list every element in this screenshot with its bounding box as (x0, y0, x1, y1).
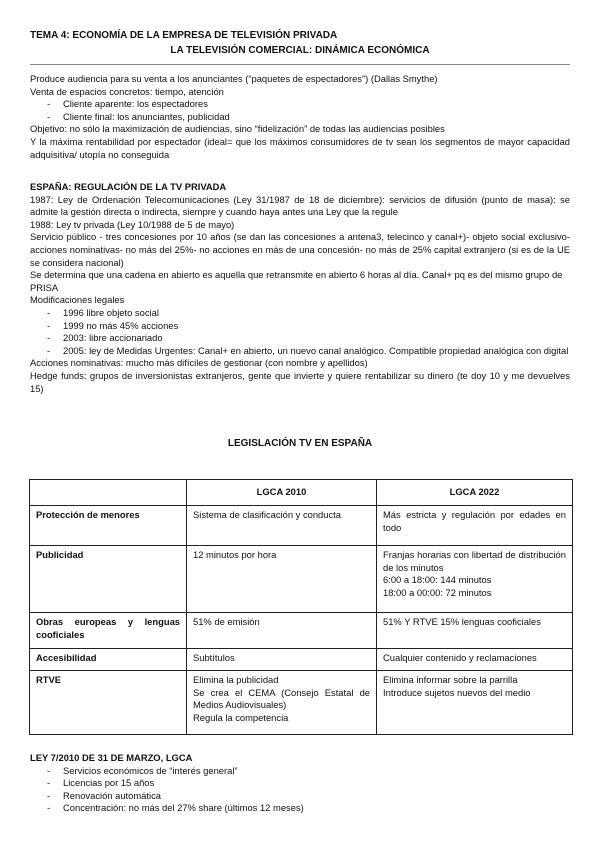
paragraph: Modificaciones legales (30, 294, 125, 306)
table-cell (187, 613, 377, 649)
table-row-label: Protección de menores (30, 506, 187, 546)
cell-line: Regula la competencia (193, 711, 289, 723)
paragraph: Se determina que una cadena en abierto es aquella que retransmite en abierto 6 horas al día. Canal+ pq es del mismo grupo de PRISA (30, 269, 563, 293)
paragraph: 1988: Ley tv privada (Ley 10/1988 de 5 de mayo) (30, 218, 235, 230)
table-cell (377, 546, 573, 613)
table-row (30, 649, 573, 671)
table-row (30, 546, 573, 613)
cell-line: Subtítulos (193, 652, 235, 663)
client-list (30, 98, 570, 123)
table-cell (187, 506, 377, 546)
section-heading: ESPAÑA: REGULACIÓN DE LA TV PRIVADA (30, 181, 227, 192)
list-item: - 2003: libre accionariado (30, 332, 570, 345)
paragraph: Servicio público - tres concesiones por 10 años (se dan las concesiones a antena3, telecinco y canal+)- objeto social exclusivo- acciones nominativas- no más del 25%- no acciones en más de una concesión- no más de 25% capital extranjero (si es de la UE se considera nacional) (30, 231, 570, 268)
cell-line: Cualquier contenido y reclamaciones (383, 652, 537, 663)
list-item: - Cliente aparente: los espectadores (30, 98, 570, 111)
cell-line: 6:00 a 18:00: 144 minutos (383, 574, 492, 586)
legislation-table (29, 479, 573, 735)
table-cell (377, 649, 573, 671)
table-header-row (30, 480, 573, 506)
cell-line: 12 minutos por hora (193, 549, 277, 560)
cell-line: Introduce sujetos nuevos del medio (383, 686, 531, 698)
cell-line: Franjas horarias con libertad de distribución de los minutos (383, 549, 566, 573)
cell-line: Más estricta y regulación por edades en todo (383, 509, 566, 533)
table-cell (187, 546, 377, 613)
list-item: - 1996 libre objeto social (30, 307, 570, 320)
table-row-label: Accesibilidad (30, 649, 187, 671)
cell-line: 51% de emisión (193, 616, 260, 627)
table-cell (377, 506, 573, 546)
list-item: - Cliente final: los anunciantes, publicidad (30, 111, 570, 124)
cell-line: Elimina la publicidad (193, 674, 279, 685)
list-item: - Licencias por 15 años (30, 777, 570, 790)
list-item: - 2005: ley de Medidas Urgentes: Canal+ en abierto, un nuevo canal analógico. Compatible propiedad analógica con digital (30, 345, 570, 358)
list-item: - Servicios económicos de “interés general” (30, 765, 570, 778)
intro-line-1: Produce audiencia para su venta a los anunciantes (“paquetes de espectadores”) (Dallas Smythe) (30, 73, 438, 84)
paragraph: 1987: Ley de Ordenación Telecomunicaciones (Ley 31/1987 de 18 de diciembre): servicios de difusión (punto de masa): se admite la gestión directa o indirecta, siempre y cuando haya antes una Ley que la regule (30, 193, 570, 218)
table-header-cell: LGCA 2022 (377, 480, 573, 506)
list-item: - 1999 no más 45% acciones (30, 320, 570, 333)
ley-2010-list (30, 765, 570, 815)
rentability-text: Y la máxima rentabilidad por espectador (ideal= que los máximos consumidores de tv sean los segmentos de mayor capacidad adquisitiva/ utopía no conseguida (30, 135, 570, 160)
cell-line: 18:00 a 00:00: 72 minutos (383, 586, 492, 598)
intro-section (30, 73, 570, 161)
table-header-cell (30, 480, 187, 506)
cell-line: Se crea el CEMA (Consejo Estatal de Medios Audiovisuales) (193, 686, 370, 711)
cell-line: 51% Y RTVE 15% lenguas cooficiales (383, 616, 541, 627)
table-row (30, 506, 573, 546)
table-row (30, 613, 573, 649)
ley-2010-section (30, 752, 570, 815)
table-row-label: Obras europeas y lenguas cooficiales (30, 613, 187, 649)
table-cell (377, 613, 573, 649)
spain-section (30, 181, 570, 395)
header-divider (30, 64, 570, 65)
modifications-list (30, 307, 570, 357)
table-cell (187, 671, 377, 735)
intro-line-2: Venta de espacios concretos: tiempo, atención (30, 85, 224, 97)
section-heading: LEY 7/2010 DE 31 DE MARZO, LGCA (30, 752, 193, 763)
table-row-label: Publicidad (30, 546, 187, 613)
objective-text: Objetivo: no sólo la maximización de audiencias, sino “fidelización” de todas las audiencias posibles (30, 123, 445, 135)
table-row (30, 671, 573, 735)
legislation-heading: LEGISLACIÓN TV EN ESPAÑA (227, 438, 373, 449)
table-header-cell: LGCA 2010 (187, 480, 377, 506)
table-cell (377, 671, 573, 735)
cell-line: Elimina informar sobre la parrilla (383, 674, 518, 685)
document-title: TEMA 4: ECONOMÍA DE LA EMPRESA DE TELEVISIÓN PRIVADA (30, 30, 338, 41)
paragraph: Hedge funds: grupos de inversionistas extranjeros, gente que invierte y quiere rentabilizar su dinero (te doy 10 y me devuelves 15) (30, 369, 570, 394)
list-item: - Renovación automática (30, 790, 570, 803)
table-row-label: RTVE (30, 671, 187, 735)
document-subtitle: LA TELEVISIÓN COMERCIAL: DINÁMICA ECONÓMICA (170, 45, 430, 56)
cell-line: Sistema de clasificación y conducta (193, 509, 341, 520)
table-cell (187, 649, 377, 671)
paragraph: Acciones nominativas: mucho más difíciles de gestionar (con nombre y apellidos) (30, 357, 368, 369)
list-item: - Concentración: no más del 27% share (últimos 12 meses) (30, 802, 570, 815)
